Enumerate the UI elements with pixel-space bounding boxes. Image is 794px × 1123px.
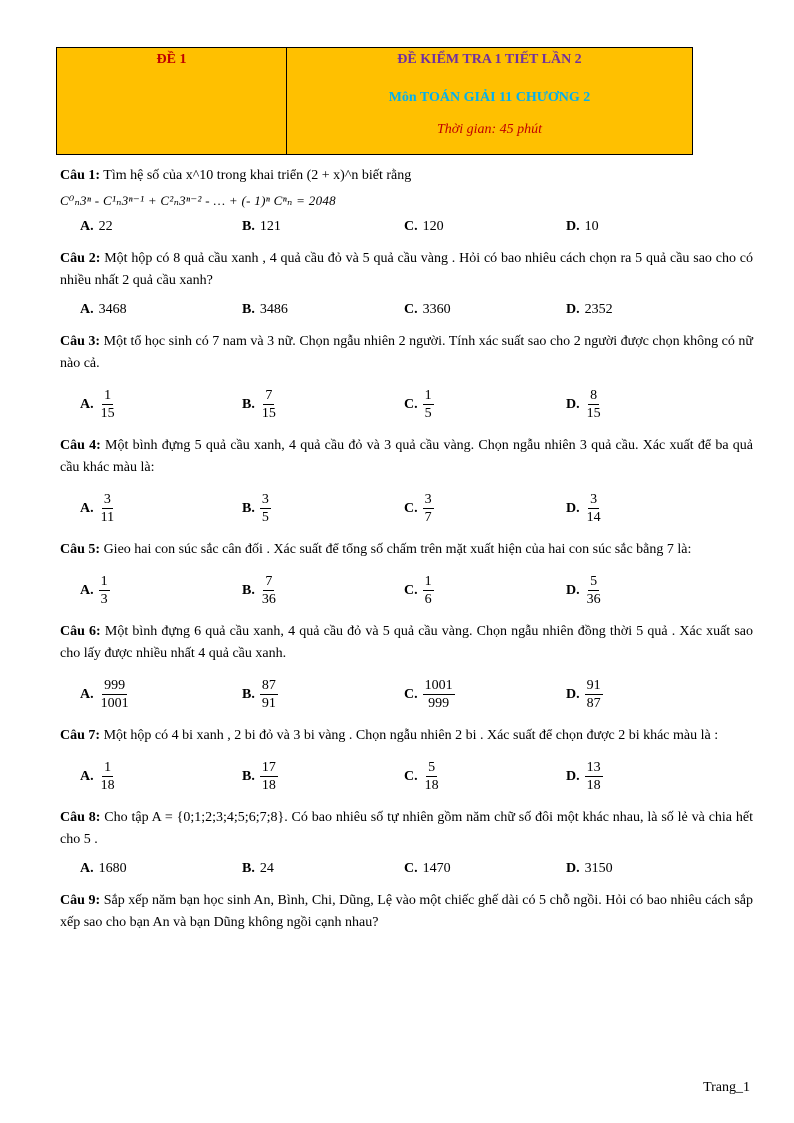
option-label: B. — [242, 861, 255, 876]
option-a[interactable] — [80, 387, 242, 422]
question-label: Câu 5: — [60, 542, 101, 557]
question-5 — [60, 539, 753, 608]
option-c[interactable] — [404, 219, 566, 235]
question-label: Câu 6: — [60, 624, 101, 639]
question-text — [60, 890, 753, 934]
option-row — [80, 302, 753, 318]
option-a[interactable] — [80, 677, 242, 712]
question-2 — [60, 248, 753, 318]
option-a[interactable] — [80, 491, 242, 526]
fraction-denominator: 36 — [586, 592, 601, 607]
option-b[interactable] — [242, 491, 404, 526]
option-value: 3468 — [98, 302, 127, 317]
option-label: D. — [566, 768, 580, 784]
question-text — [60, 807, 753, 851]
option-fraction — [585, 677, 603, 712]
question-label: Câu 9: — [60, 893, 101, 908]
option-d[interactable] — [566, 302, 728, 318]
option-value: 10 — [584, 219, 599, 234]
option-label: B. — [242, 219, 255, 234]
option-fraction — [585, 387, 603, 422]
option-b[interactable] — [242, 387, 404, 422]
option-label: A. — [80, 219, 94, 234]
option-label: A. — [80, 861, 94, 876]
question-7 — [60, 725, 753, 794]
option-value: 2352 — [584, 302, 613, 317]
option-label: C. — [404, 686, 418, 702]
option-label: B. — [242, 500, 255, 516]
option-label: B. — [242, 582, 255, 598]
option-d[interactable] — [566, 491, 728, 526]
option-a[interactable] — [80, 219, 242, 235]
option-fraction — [260, 573, 278, 608]
question-text — [60, 165, 753, 187]
option-d[interactable] — [566, 759, 728, 794]
fraction-numerator: 1 — [424, 574, 432, 589]
option-label: A. — [80, 768, 94, 784]
option-fraction — [99, 491, 116, 526]
option-row — [80, 219, 753, 235]
question-body: Gieo hai con súc sắc cân đối . Xác suất để tổng số chấm trên mặt xuất hiện của hai con súc sắc bằng 7 là: — [100, 542, 692, 557]
fraction-denominator: 91 — [261, 696, 276, 711]
fraction-numerator: 5 — [590, 574, 598, 589]
option-d[interactable] — [566, 219, 728, 235]
fraction-denominator: 36 — [261, 592, 276, 607]
option-c[interactable] — [404, 759, 566, 794]
question-body: Sắp xếp năm bạn học sinh An, Bình, Chi, Dũng, Lệ vào một chiếc ghế dài có 5 chỗ ngồi. Hỏi có bao nhiêu cách sắp xếp sao cho bạn An và bạn Dũng không ngồi cạnh nhau? — [60, 893, 753, 930]
option-c[interactable] — [404, 573, 566, 608]
option-fraction — [260, 387, 278, 422]
question-label: Câu 2: — [60, 251, 101, 266]
fraction-denominator: 11 — [100, 510, 115, 525]
question-text — [60, 539, 753, 561]
fraction-denominator: 14 — [586, 510, 601, 525]
option-fraction — [99, 677, 131, 712]
question-8 — [60, 807, 753, 877]
fraction-numerator: 3 — [590, 492, 598, 507]
question-label: Câu 1: — [60, 168, 101, 183]
option-label: B. — [242, 768, 255, 784]
option-fraction — [585, 573, 603, 608]
question-formula: C⁰ₙ3ⁿ - C¹ₙ3ⁿ⁻¹ + C²ₙ3ⁿ⁻² - … + (- 1)ⁿ Cⁿₙ = 2048 — [60, 193, 336, 208]
exam-code: ĐỀ 1 — [57, 48, 287, 154]
option-value: 121 — [259, 219, 281, 234]
option-fraction — [99, 387, 117, 422]
option-a[interactable] — [80, 302, 242, 318]
option-label: A. — [80, 686, 94, 702]
fraction-numerator: 1 — [104, 388, 112, 403]
question-text — [60, 331, 753, 375]
exam-title: ĐỀ KIỂM TRA 1 TIẾT LẦN 2 — [397, 52, 582, 67]
option-value: 24 — [259, 861, 274, 876]
option-b[interactable] — [242, 573, 404, 608]
fraction-denominator: 7 — [424, 510, 432, 525]
option-label: C. — [404, 861, 418, 876]
question-body: Một tổ học sinh có 7 nam và 3 nữ. Chọn ngẫu nhiên 2 người. Tính xác suất sao cho 2 người được chọn không có nữ nào cả. — [60, 334, 753, 371]
fraction-numerator: 17 — [261, 760, 276, 775]
question-text — [60, 248, 753, 292]
option-c[interactable] — [404, 491, 566, 526]
exam-header — [56, 47, 693, 155]
fraction-denominator: 87 — [586, 696, 601, 711]
option-fraction — [423, 677, 455, 712]
option-label: C. — [404, 302, 418, 317]
option-d[interactable] — [566, 677, 728, 712]
option-label: A. — [80, 582, 94, 598]
fraction-denominator: 999 — [428, 696, 450, 711]
option-fraction — [585, 759, 603, 794]
fraction-denominator: 6 — [424, 592, 432, 607]
question-body: Một bình đựng 6 quả cầu xanh, 4 quả cầu đỏ và 5 quả cầu vàng. Chọn ngẫu nhiên đồng thời 5 quả . Xác xuất sao cho lấy được nhiều nhất 4 quả cầu xanh. — [60, 624, 753, 661]
option-value: 120 — [422, 219, 444, 234]
question-text — [60, 725, 753, 747]
option-a[interactable] — [80, 573, 242, 608]
option-fraction — [260, 759, 278, 794]
option-label: C. — [404, 219, 418, 234]
option-row — [80, 491, 753, 526]
fraction-numerator: 87 — [261, 678, 276, 693]
option-a[interactable] — [80, 759, 242, 794]
question-text — [60, 435, 753, 479]
fraction-numerator: 91 — [586, 678, 601, 693]
option-b[interactable] — [242, 861, 404, 877]
option-fraction — [99, 573, 110, 608]
question-3 — [60, 331, 753, 422]
option-label: D. — [566, 500, 580, 516]
option-d[interactable] — [566, 387, 728, 422]
exam-subject: Môn TOÁN GIẢI 11 CHƯƠNG 2 — [388, 90, 591, 105]
option-value: 1470 — [422, 861, 451, 876]
fraction-numerator: 3 — [261, 492, 269, 507]
option-c[interactable] — [404, 861, 566, 877]
option-row — [80, 861, 753, 877]
option-label: D. — [566, 582, 580, 598]
fraction-numerator: 3 — [103, 492, 111, 507]
option-row — [80, 759, 753, 794]
option-d[interactable] — [566, 573, 728, 608]
option-value: 22 — [98, 219, 113, 234]
fraction-denominator: 5 — [261, 510, 269, 525]
fraction-numerator: 1001 — [424, 678, 453, 693]
option-label: C. — [404, 500, 418, 516]
option-fraction — [260, 677, 278, 712]
question-1 — [60, 165, 753, 235]
fraction-numerator: 7 — [265, 388, 273, 403]
question-body: Một bình đựng 5 quả cầu xanh, 4 quả cầu đỏ và 3 quả cầu vàng. Chọn ngẫu nhiên 3 quả cầu. Xác xuất để ba quả cầu khác màu là: — [60, 438, 753, 475]
option-fraction — [423, 759, 441, 794]
fraction-denominator: 3 — [100, 592, 108, 607]
question-body: Cho tập A = {0;1;2;3;4;5;6;7;8}. Có bao nhiêu số tự nhiên gồm năm chữ số đôi một khác nhau, là số lẻ và chia hết cho 5 . — [60, 810, 753, 847]
question-body: Tìm hệ số của x^10 trong khai triển (2 + x)^n biết rằng — [100, 168, 412, 183]
fraction-numerator: 7 — [265, 574, 273, 589]
option-b[interactable] — [242, 677, 404, 712]
question-4 — [60, 435, 753, 526]
option-label: C. — [404, 396, 418, 412]
fraction-numerator: 13 — [586, 760, 601, 775]
option-a[interactable] — [80, 861, 242, 877]
fraction-denominator: 18 — [424, 778, 439, 793]
exam-info — [287, 48, 692, 154]
option-value: 3150 — [584, 861, 613, 876]
option-label: D. — [566, 686, 580, 702]
question-body: Một hộp có 8 quả cầu xanh , 4 quả cầu đỏ và 5 quả cầu vàng . Hỏi có bao nhiêu cách chọn ra 5 quả cầu sao cho có nhiều nhất 2 quả cầu xanh? — [60, 251, 753, 288]
question-body: Một hộp có 4 bi xanh , 2 bi đỏ và 3 bi vàng . Chọn ngẫu nhiên 2 bi . Xác suất để chọn được 2 bi khác màu là : — [100, 728, 719, 743]
fraction-denominator: 1001 — [100, 696, 129, 711]
fraction-denominator: 18 — [586, 778, 601, 793]
question-label: Câu 7: — [60, 728, 101, 743]
fraction-numerator: 999 — [104, 678, 126, 693]
option-label: A. — [80, 302, 94, 317]
question-6 — [60, 621, 753, 712]
option-label: A. — [80, 396, 94, 412]
option-label: B. — [242, 302, 255, 317]
fraction-numerator: 1 — [100, 574, 108, 589]
option-value: 3360 — [422, 302, 451, 317]
question-label: Câu 3: — [60, 334, 101, 349]
option-fraction — [423, 573, 434, 608]
option-label: D. — [566, 861, 580, 876]
fraction-denominator: 18 — [100, 778, 115, 793]
option-fraction — [585, 491, 603, 526]
option-d[interactable] — [566, 861, 728, 877]
option-label: D. — [566, 396, 580, 412]
option-b[interactable] — [242, 759, 404, 794]
option-b[interactable] — [242, 302, 404, 318]
question-label: Câu 8: — [60, 810, 101, 825]
question-label: Câu 4: — [60, 438, 101, 453]
option-fraction — [423, 491, 434, 526]
option-c[interactable] — [404, 677, 566, 712]
option-label: C. — [404, 768, 418, 784]
fraction-denominator: 18 — [261, 778, 276, 793]
fraction-numerator: 1 — [424, 388, 432, 403]
option-fraction — [99, 759, 117, 794]
option-fraction — [260, 491, 271, 526]
option-label: D. — [566, 219, 580, 234]
option-value: 1680 — [98, 861, 127, 876]
fraction-denominator: 15 — [586, 406, 601, 421]
page-footer: Trang_1 — [703, 1080, 750, 1095]
option-row — [80, 573, 753, 608]
option-label: C. — [404, 582, 418, 598]
option-fraction — [423, 387, 434, 422]
option-label: D. — [566, 302, 580, 317]
option-label: B. — [242, 396, 255, 412]
option-value: 3486 — [259, 302, 288, 317]
fraction-denominator: 5 — [424, 406, 432, 421]
question-9 — [60, 890, 753, 934]
option-c[interactable] — [404, 387, 566, 422]
option-row — [80, 677, 753, 712]
question-list — [60, 165, 753, 934]
fraction-numerator: 1 — [104, 760, 112, 775]
option-label: B. — [242, 686, 255, 702]
fraction-numerator: 8 — [590, 388, 598, 403]
fraction-denominator: 15 — [100, 406, 115, 421]
fraction-numerator: 3 — [424, 492, 432, 507]
option-b[interactable] — [242, 219, 404, 235]
question-text — [60, 621, 753, 665]
exam-time: Thời gian: 45 phút — [436, 122, 543, 137]
option-row — [80, 387, 753, 422]
fraction-denominator: 15 — [261, 406, 276, 421]
option-c[interactable] — [404, 302, 566, 318]
option-label: A. — [80, 500, 94, 516]
fraction-numerator: 5 — [428, 760, 436, 775]
